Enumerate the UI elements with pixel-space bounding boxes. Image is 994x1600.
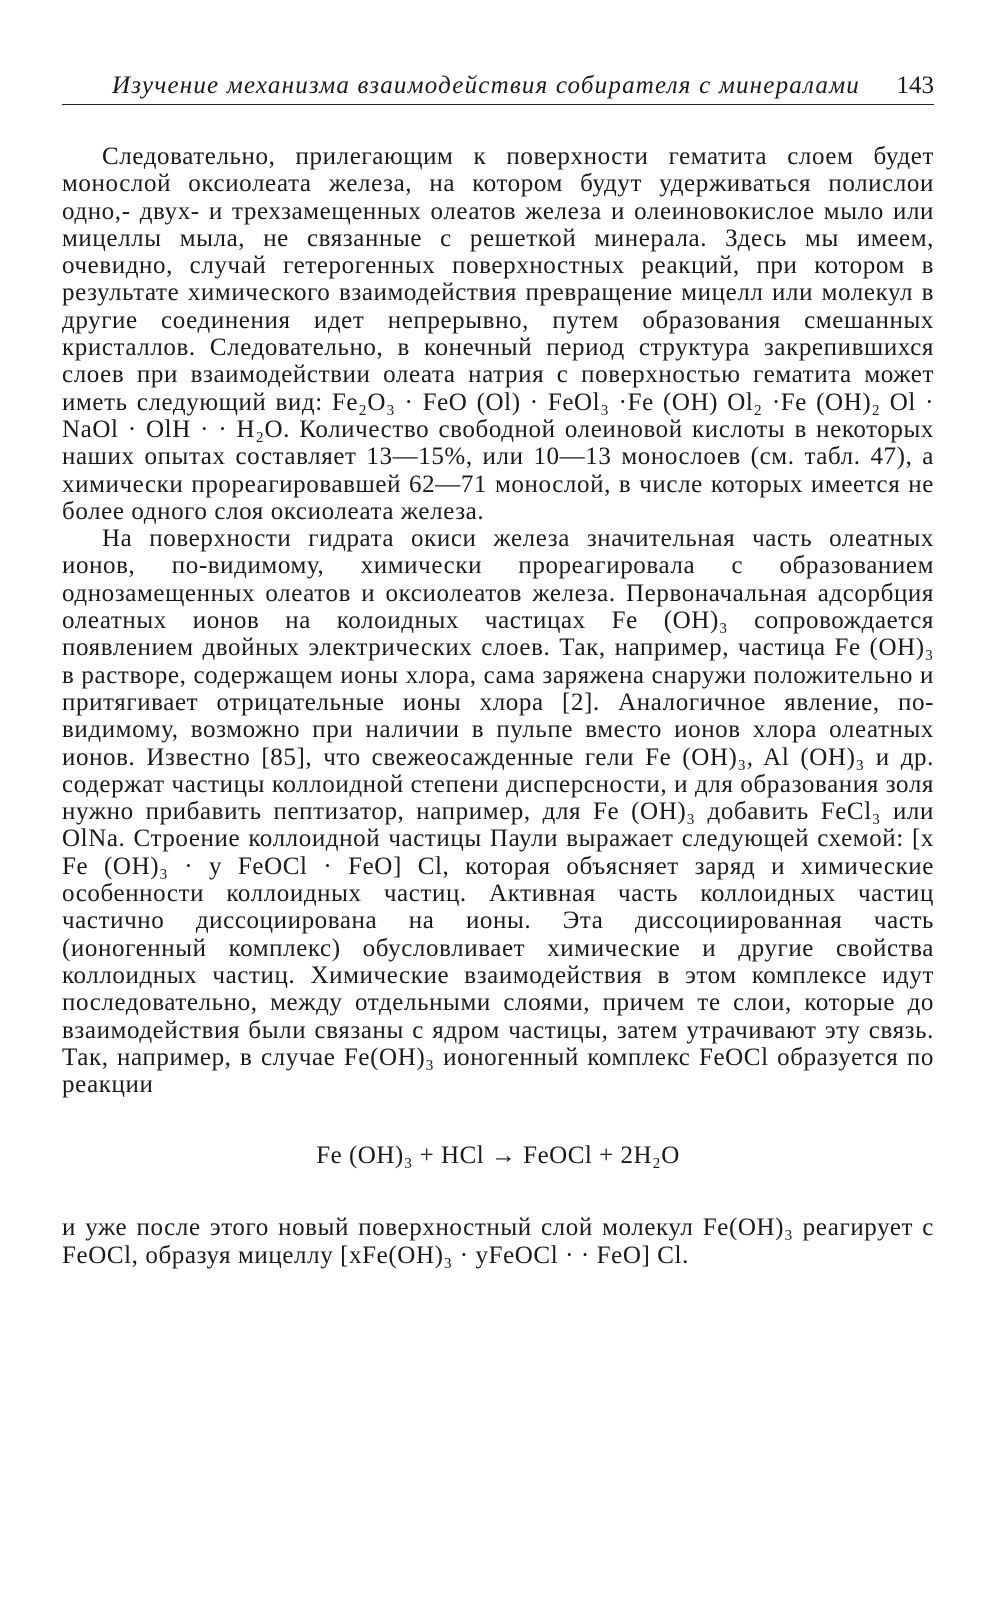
running-header-title: Изучение механизма взаимодействия собирателя с минералами [112,72,860,99]
paragraph-2: На поверхности гидрата окиси железа значительная часть олеатных ионов, по-видимому, химически прореагировала с образованием однозамещенных олеатов и оксиолеатов железа. Первоначальная адсорбция олеатных ионов на колоидных частицах Fe (OH)₃ сопровождается появлением двойных электрических слоев. Так, например, частица Fe (OH)₃ в растворе, содержащем ионы хлора, сама заряжена снаружи положительно и притягивает отрицательные ионы хлора [2]. Аналогичное явление, по-видимому, возможно при наличии в пульпе вместо ионов хлора олеатных ионов. Известно [85], что свежеосажденные гели Fe (OH)₃, Al (OH)₃ и др. содержат частицы коллоидной степени дисперсности, и для образования золя нужно прибавить пептизатор, например, для Fe (OH)₃ добавить FeCl₃ или OlNa. Строение коллоидной частицы Паули выражает следующей схемой: [x Fe (OH)₃ · y FeOCl · FeO] Cl, которая объясняет заряд и химические особенности коллоидных частиц. Активная часть коллоидных частиц частично диссоциирована на ионы. Эта диссоциированная часть (ионогенный комплекс) обусловливает химические и другие свойства коллоидных частиц. Химические взаимодействия в этом комплексе идут последовательно, между отдельными слоями, причем те слои, которые до взаимодействия были связаны с ядром частицы, затем утрачивают эту связь. Так, например, в случае Fe(OH)₃ ионогенный комплекс FeOCl образуется по реакции [62,525,934,1099]
paragraph-1: Следовательно, прилегающим к поверхности гематита слоем будет монослой оксиолеата железа, на котором будут удерживаться полислои одно,- двух- и трехзамещенных олеатов железа и олеиновокислое мыло или мицеллы мыла, не связанные с решеткой минерала. Здесь мы имеем, очевидно, случай гетерогенных поверхностных реакций, при котором в результате химического взаимодействия превращение мицелл или молекул в другие соединения идет непрерывно, путем образования смешанных кристаллов. Следовательно, в конечный период структура закрепившихся слоев при взаимодействии олеата натрия с поверхностью гематита может иметь следующий вид: Fe₂O₃ · FeO (Ol) · FeOl₃ ·Fe (OH) Ol₂ ·Fe (OH)₂ Ol · NaOl · OlH · · H₂O. Количество свободной олеиновой кислоты в некоторых наших опытах составляет 13—15%, или 10—13 монослоев (см. табл. 47), а химически прореагировавшей 62—71 монослой, в числе которых имеется не более одного слоя оксиолеата железа. [62,143,934,525]
page [62,64,934,1269]
page-number: 143 [896,72,934,99]
running-header [62,64,934,105]
reaction-equation: Fe (OH)₃ + HCl → FeOCl + 2H₂O [316,1142,680,1170]
closing-text [62,1214,934,1269]
closing-paragraph: и уже после этого новый поверхностный слой молекул Fe(OH)₃ реагирует с FeOCl, образуя мицеллу [xFe(OH)₃ · yFeOCl · · FeO] Cl. [62,1214,934,1269]
body-text [62,143,934,1098]
